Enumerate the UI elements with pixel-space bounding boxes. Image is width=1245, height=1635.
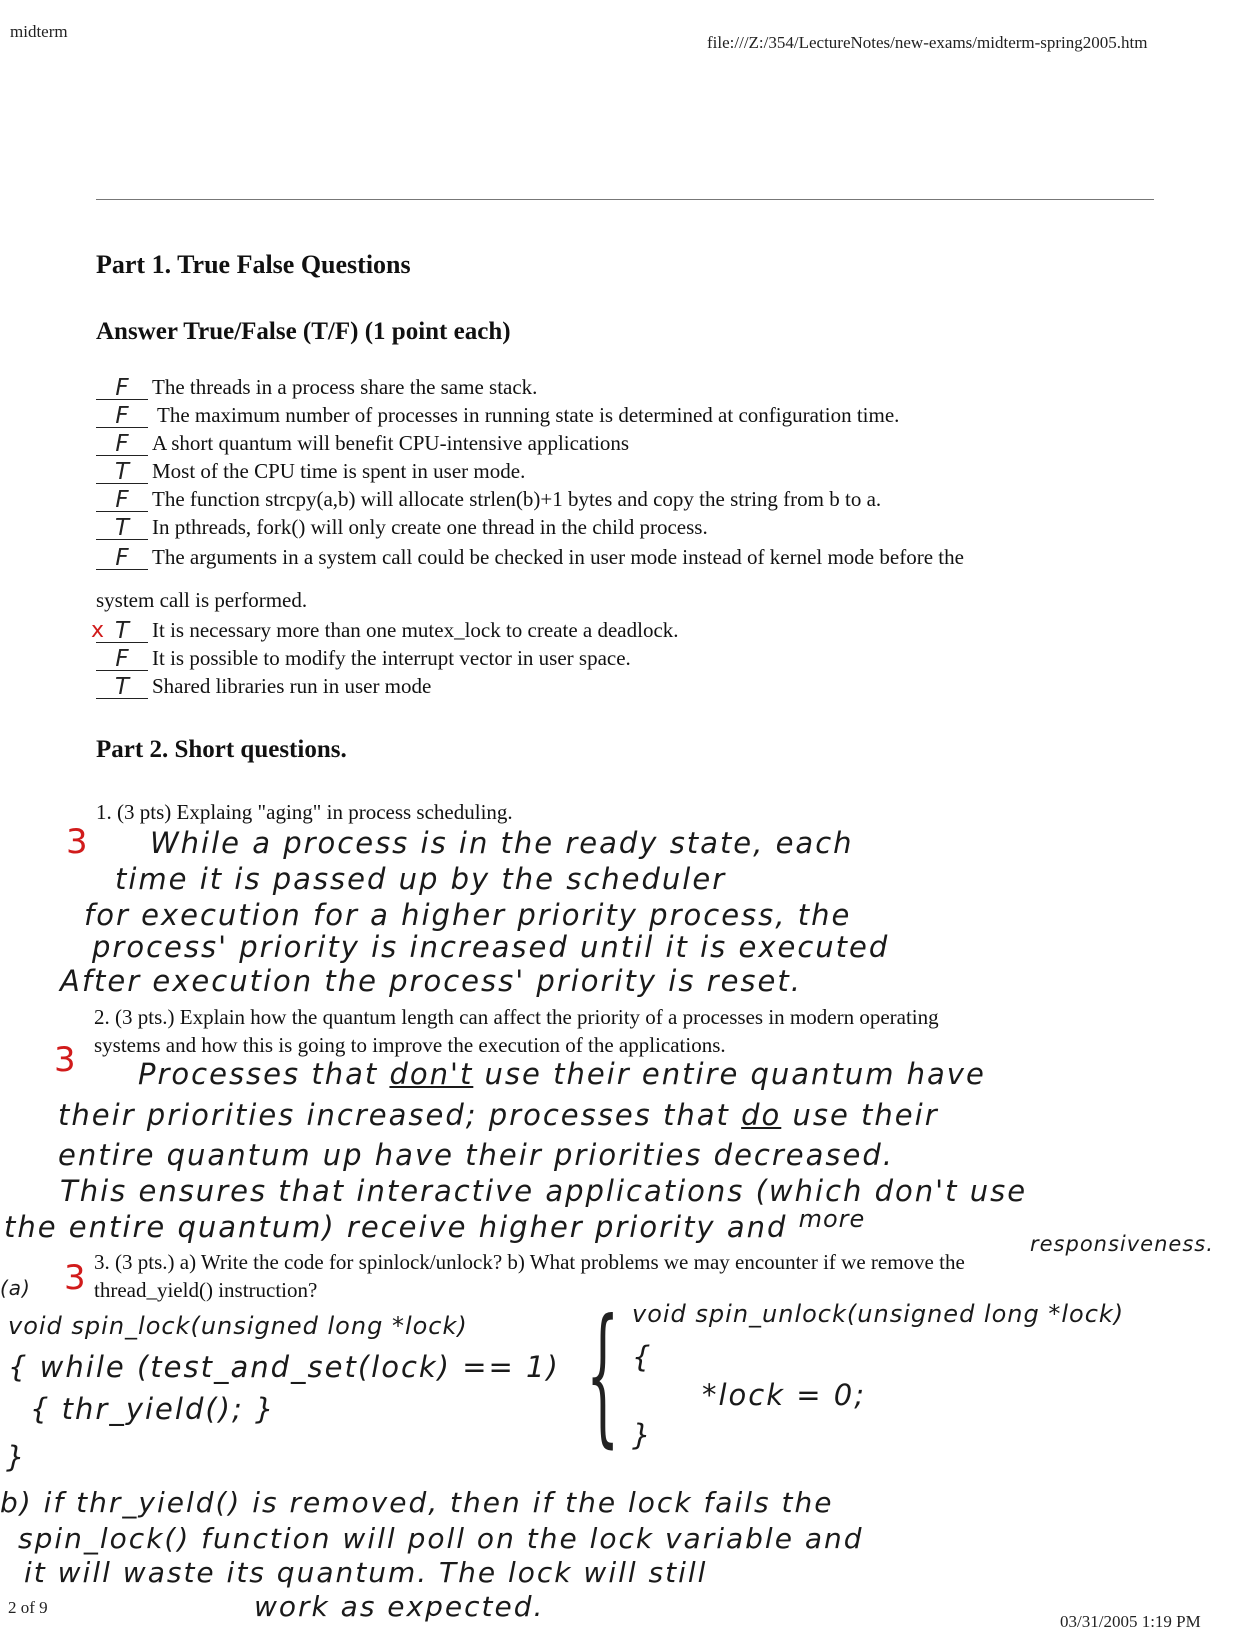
q3-prompt-line2: thread_yield() instruction? (94, 1278, 318, 1302)
tf-question-continuation: system call is performed. (96, 588, 308, 612)
q1-grade: 3 (66, 822, 88, 862)
tf-question (96, 459, 525, 487)
tf-answer: T (96, 461, 148, 484)
q2-answer-text: more (798, 1205, 866, 1233)
part1-title: Part 1. True False Questions (96, 250, 411, 279)
q2-prompt-line1: 2. (3 pts.) Explain how the quantum length can affect the priority of a processes in modern operating (94, 1005, 939, 1029)
tf-question (96, 545, 964, 573)
spin-lock-code-line: { while (test_and_set(lock) == 1) (8, 1350, 560, 1384)
spin-lock-code-line: { thr_yield(); } (30, 1392, 276, 1426)
page-number: 2 of 9 (8, 1598, 48, 1617)
tf-question-text: A short quantum will benefit CPU-intensive applications (152, 431, 630, 455)
spin-unlock-code-line: *lock = 0; (702, 1378, 866, 1412)
q1-answer-line: While a process is in the ready state, each (150, 826, 854, 860)
spin-unlock-code-line: } (632, 1418, 653, 1452)
tf-question-text: The function strcpy(a,b) will allocate strlen(b)+1 bytes and copy the string from b to a. (152, 487, 882, 511)
q2-answer-line (4, 1205, 866, 1244)
page-header-url: file:///Z:/354/LectureNotes/new-exams/midterm-spring2005.htm (707, 33, 1148, 52)
tf-question-text: The arguments in a system call could be checked in user mode instead of kernel mode before the (152, 545, 964, 569)
q2-grade: 3 (54, 1040, 76, 1080)
q3-answer-b-line: b) if thr_yield() is removed, then if the lock fails the (0, 1486, 834, 1519)
tf-answer: F (96, 547, 148, 570)
q3-prompt-line1: 3. (3 pts.) a) Write the code for spinlock/unlock? b) What problems we may encounter if we remove the (94, 1250, 965, 1274)
part1-subtitle: Answer True/False (T/F) (1 point each) (96, 318, 511, 345)
q2-answer-text: Processes that (138, 1057, 379, 1091)
q1-prompt: 1. (3 pts) Explaing "aging" in process scheduling. (96, 800, 513, 824)
tf-question (96, 403, 899, 431)
q3-answer-b-line: it will waste its quantum. The lock will still (24, 1556, 708, 1589)
q2-answer-line: This ensures that interactive applications (which don't use (60, 1174, 1028, 1208)
tf-question-text: The maximum number of processes in running state is determined at configuration time. (157, 403, 900, 427)
tf-answer: F (96, 648, 148, 671)
q2-answer-line: entire quantum up have their priorities decreased. (58, 1138, 894, 1172)
horizontal-rule (96, 199, 1154, 200)
tf-question-text: It is necessary more than one mutex_lock to create a deadlock. (152, 618, 679, 642)
q2-answer-underlined: don't (389, 1057, 474, 1091)
q1-answer-line: for execution for a higher priority process, the (84, 898, 852, 932)
tf-question-text: Shared libraries run in user mode (152, 674, 432, 698)
tf-question (96, 646, 631, 674)
q2-prompt-line2: systems and how this is going to improve the execution of the applications. (94, 1033, 726, 1057)
tf-answer: F (96, 405, 148, 428)
q3-grade: 3 (64, 1258, 86, 1298)
tf-question-text: It is possible to modify the interrupt vector in user space. (152, 646, 631, 670)
tf-answer: F (96, 377, 148, 400)
q1-answer-line: process' priority is increased until it is executed (92, 930, 890, 964)
tf-answer: T (96, 517, 148, 540)
part2-title: Part 2. Short questions. (96, 736, 347, 763)
q2-answer-text: the entire quantum) receive higher priority and (4, 1210, 788, 1244)
q1-answer-line: time it is passed up by the scheduler (115, 862, 727, 896)
tf-question-text: Most of the CPU time is spent in user mode. (152, 459, 526, 483)
q1-answer-line: After execution the process' priority is reset. (60, 964, 802, 998)
tf-question (96, 487, 881, 515)
page-header-title: midterm (10, 22, 68, 41)
q3-label-a: (a) (0, 1276, 31, 1300)
tf-question (96, 515, 708, 543)
q2-answer-line (138, 1057, 986, 1091)
tf-question (96, 674, 431, 702)
tf-answer: T (96, 676, 148, 699)
tf-question-text: The threads in a process share the same stack. (152, 375, 538, 399)
spin-unlock-code-line: void spin_unlock(unsigned long *lock) (632, 1300, 1125, 1328)
q2-answer-underlined: do (741, 1098, 782, 1132)
spin-lock-code-line: void spin_lock(unsigned long *lock) (8, 1312, 468, 1340)
divider-brace: { (586, 1288, 620, 1462)
tf-answer: F (96, 433, 148, 456)
q3-answer-b-line: spin_lock() function will poll on the lock variable and (18, 1522, 864, 1555)
tf-answer: F (96, 489, 148, 512)
incorrect-x-mark: x (91, 618, 105, 643)
q2-answer-text: their priorities increased; processes that (58, 1098, 730, 1132)
q2-answer-line (58, 1098, 939, 1132)
q2-answer-line: responsiveness. (1030, 1232, 1214, 1256)
q2-answer-text: use their (792, 1098, 939, 1132)
spin-unlock-code-line: { (632, 1340, 653, 1374)
tf-question (91, 618, 679, 646)
q3-answer-b-line: work as expected. (254, 1590, 545, 1623)
print-datetime: 03/31/2005 1:19 PM (1060, 1612, 1201, 1631)
tf-answer: T (96, 620, 148, 643)
tf-question-text: In pthreads, fork() will only create one thread in the child process. (152, 515, 708, 539)
tf-question (96, 375, 537, 403)
q2-answer-text: use their entire quantum have (484, 1057, 986, 1091)
spin-lock-code-line: } (6, 1440, 27, 1474)
tf-question (96, 431, 629, 459)
